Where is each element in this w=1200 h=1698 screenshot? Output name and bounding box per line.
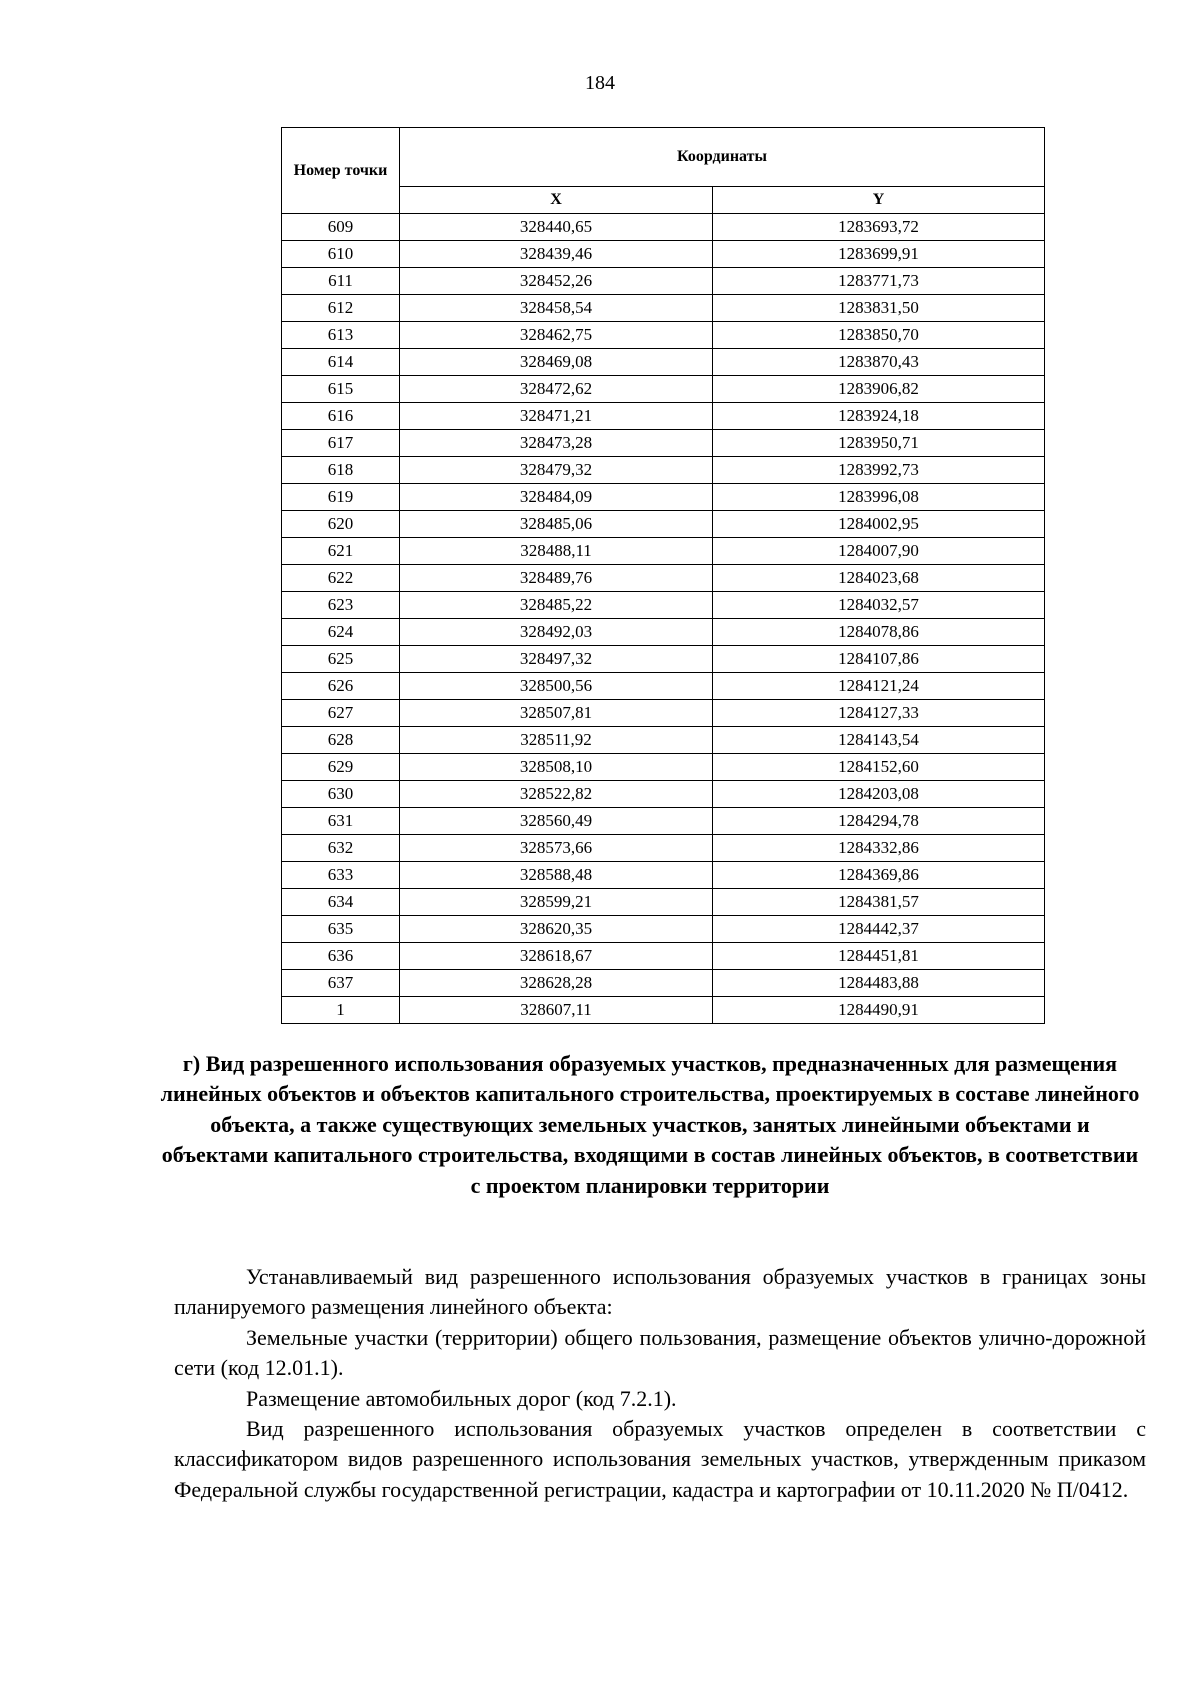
header-point-number: Номер точки [282,128,400,214]
x-coordinate-cell: 328507,81 [400,700,713,727]
x-coordinate-cell: 328479,32 [400,457,713,484]
table-row [282,511,1045,538]
table-row [282,619,1045,646]
point-number-cell: 621 [282,538,400,565]
y-coordinate-cell: 1283693,72 [713,214,1045,241]
y-coordinate-cell: 1283950,71 [713,430,1045,457]
table-row [282,214,1045,241]
table-row [282,295,1045,322]
point-number-cell: 626 [282,673,400,700]
y-coordinate-cell: 1284032,57 [713,592,1045,619]
paragraph: Размещение автомобильных дорог (код 7.2.1). [246,1385,677,1411]
point-number-cell: 636 [282,943,400,970]
point-number-cell: 618 [282,457,400,484]
y-coordinate-cell: 1284332,86 [713,835,1045,862]
y-coordinate-cell: 1284294,78 [713,808,1045,835]
point-number-cell: 615 [282,376,400,403]
x-coordinate-cell: 328458,54 [400,295,713,322]
table-row [282,376,1045,403]
y-coordinate-cell: 1284023,68 [713,565,1045,592]
table-row [282,403,1045,430]
x-coordinate-cell: 328472,62 [400,376,713,403]
point-number-cell: 617 [282,430,400,457]
y-coordinate-cell: 1283699,91 [713,241,1045,268]
table-row [282,538,1045,565]
y-coordinate-cell: 1284007,90 [713,538,1045,565]
header-coordinates: Координаты [400,128,1045,187]
table-row [282,889,1045,916]
point-number-cell: 628 [282,727,400,754]
table-row [282,916,1045,943]
point-number-cell: 637 [282,970,400,997]
x-coordinate-cell: 328628,28 [400,970,713,997]
y-coordinate-cell: 1283870,43 [713,349,1045,376]
point-number-cell: 613 [282,322,400,349]
y-coordinate-cell: 1284127,33 [713,700,1045,727]
point-number-cell: 620 [282,511,400,538]
y-coordinate-cell: 1284381,57 [713,889,1045,916]
table-row [282,754,1045,781]
x-coordinate-cell: 328620,35 [400,916,713,943]
coordinates-table [281,127,1045,1024]
x-coordinate-cell: 328618,67 [400,943,713,970]
paragraph: Устанавливаемый вид разрешенного использования образуемых участков в границах зоны планируемого размещения линейного объекта: [174,1264,1146,1320]
table-row [282,457,1045,484]
y-coordinate-cell: 1284002,95 [713,511,1045,538]
x-coordinate-cell: 328439,46 [400,241,713,268]
point-number-cell: 1 [282,997,400,1024]
table-row [282,781,1045,808]
x-coordinate-cell: 328588,48 [400,862,713,889]
x-coordinate-cell: 328485,06 [400,511,713,538]
point-number-cell: 627 [282,700,400,727]
section-heading: г) Вид разрешенного использования образуемых участков, предназначенных для размещения линейных объектов и объектов капитального строительства, проектируемых в составе линейного объекта, а также существующих земельных участков, занятых линейными объектами и объектами капитального строительства, входящими в состав линейных объектов, в соответствии с проектом планировки территории [160,1051,1140,1198]
x-coordinate-cell: 328511,92 [400,727,713,754]
point-number-cell: 622 [282,565,400,592]
point-number-cell: 631 [282,808,400,835]
x-coordinate-cell: 328599,21 [400,889,713,916]
x-coordinate-cell: 328607,11 [400,997,713,1024]
y-coordinate-cell: 1284121,24 [713,673,1045,700]
point-number-cell: 629 [282,754,400,781]
y-coordinate-cell: 1283771,73 [713,268,1045,295]
y-coordinate-cell: 1283924,18 [713,403,1045,430]
x-coordinate-cell: 328492,03 [400,619,713,646]
point-number-cell: 625 [282,646,400,673]
x-coordinate-cell: 328469,08 [400,349,713,376]
table-row [282,565,1045,592]
x-coordinate-cell: 328488,11 [400,538,713,565]
table-row [282,970,1045,997]
table-row [282,700,1045,727]
point-number-cell: 610 [282,241,400,268]
x-coordinate-cell: 328500,56 [400,673,713,700]
paragraph: Земельные участки (территории) общего пользования, размещение объектов улично-дорожной сети (код 12.01.1). [174,1324,1146,1381]
y-coordinate-cell: 1283850,70 [713,322,1045,349]
table-row [282,268,1045,295]
point-number-cell: 614 [282,349,400,376]
paragraph: Вид разрешенного использования образуемых участков определен в соответствии с классификатором видов разрешенного использования земельных участков, утвержденным приказом Федеральной службы государственной регистрации, кадастра и картографии от 10.11.2020 № П/0412. [174,1416,1146,1502]
y-coordinate-cell: 1283996,08 [713,484,1045,511]
y-coordinate-cell: 1284078,86 [713,619,1045,646]
x-coordinate-cell: 328522,82 [400,781,713,808]
table-row [282,727,1045,754]
point-number-cell: 633 [282,862,400,889]
table-row [282,241,1045,268]
x-coordinate-cell: 328573,66 [400,835,713,862]
point-number-cell: 609 [282,214,400,241]
x-coordinate-cell: 328489,76 [400,565,713,592]
table-row [282,349,1045,376]
y-coordinate-cell: 1283906,82 [713,376,1045,403]
point-number-cell: 623 [282,592,400,619]
coordinates-table-body [282,214,1045,1024]
table-row [282,997,1045,1024]
x-coordinate-cell: 328497,32 [400,646,713,673]
x-coordinate-cell: 328485,22 [400,592,713,619]
body-text [174,1262,1146,1505]
y-coordinate-cell: 1284451,81 [713,943,1045,970]
y-coordinate-cell: 1284143,54 [713,727,1045,754]
x-coordinate-cell: 328471,21 [400,403,713,430]
point-number-cell: 616 [282,403,400,430]
point-number-cell: 619 [282,484,400,511]
table-row [282,322,1045,349]
table-row [282,862,1045,889]
y-coordinate-cell: 1284203,08 [713,781,1045,808]
table-row [282,943,1045,970]
page-number: 184 [585,72,615,94]
header-y: Y [713,187,1045,214]
x-coordinate-cell: 328508,10 [400,754,713,781]
y-coordinate-cell: 1284490,91 [713,997,1045,1024]
point-number-cell: 611 [282,268,400,295]
table-row [282,430,1045,457]
table-row [282,835,1045,862]
table-row [282,673,1045,700]
point-number-cell: 630 [282,781,400,808]
x-coordinate-cell: 328462,75 [400,322,713,349]
table-row [282,484,1045,511]
table-row [282,808,1045,835]
y-coordinate-cell: 1283831,50 [713,295,1045,322]
point-number-cell: 632 [282,835,400,862]
point-number-cell: 612 [282,295,400,322]
table-row [282,646,1045,673]
point-number-cell: 634 [282,889,400,916]
point-number-cell: 635 [282,916,400,943]
table-row [282,592,1045,619]
y-coordinate-cell: 1284483,88 [713,970,1045,997]
y-coordinate-cell: 1284152,60 [713,754,1045,781]
y-coordinate-cell: 1284107,86 [713,646,1045,673]
y-coordinate-cell: 1283992,73 [713,457,1045,484]
y-coordinate-cell: 1284369,86 [713,862,1045,889]
point-number-cell: 624 [282,619,400,646]
x-coordinate-cell: 328440,65 [400,214,713,241]
x-coordinate-cell: 328560,49 [400,808,713,835]
y-coordinate-cell: 1284442,37 [713,916,1045,943]
header-x: X [400,187,713,214]
x-coordinate-cell: 328452,26 [400,268,713,295]
x-coordinate-cell: 328473,28 [400,430,713,457]
x-coordinate-cell: 328484,09 [400,484,713,511]
